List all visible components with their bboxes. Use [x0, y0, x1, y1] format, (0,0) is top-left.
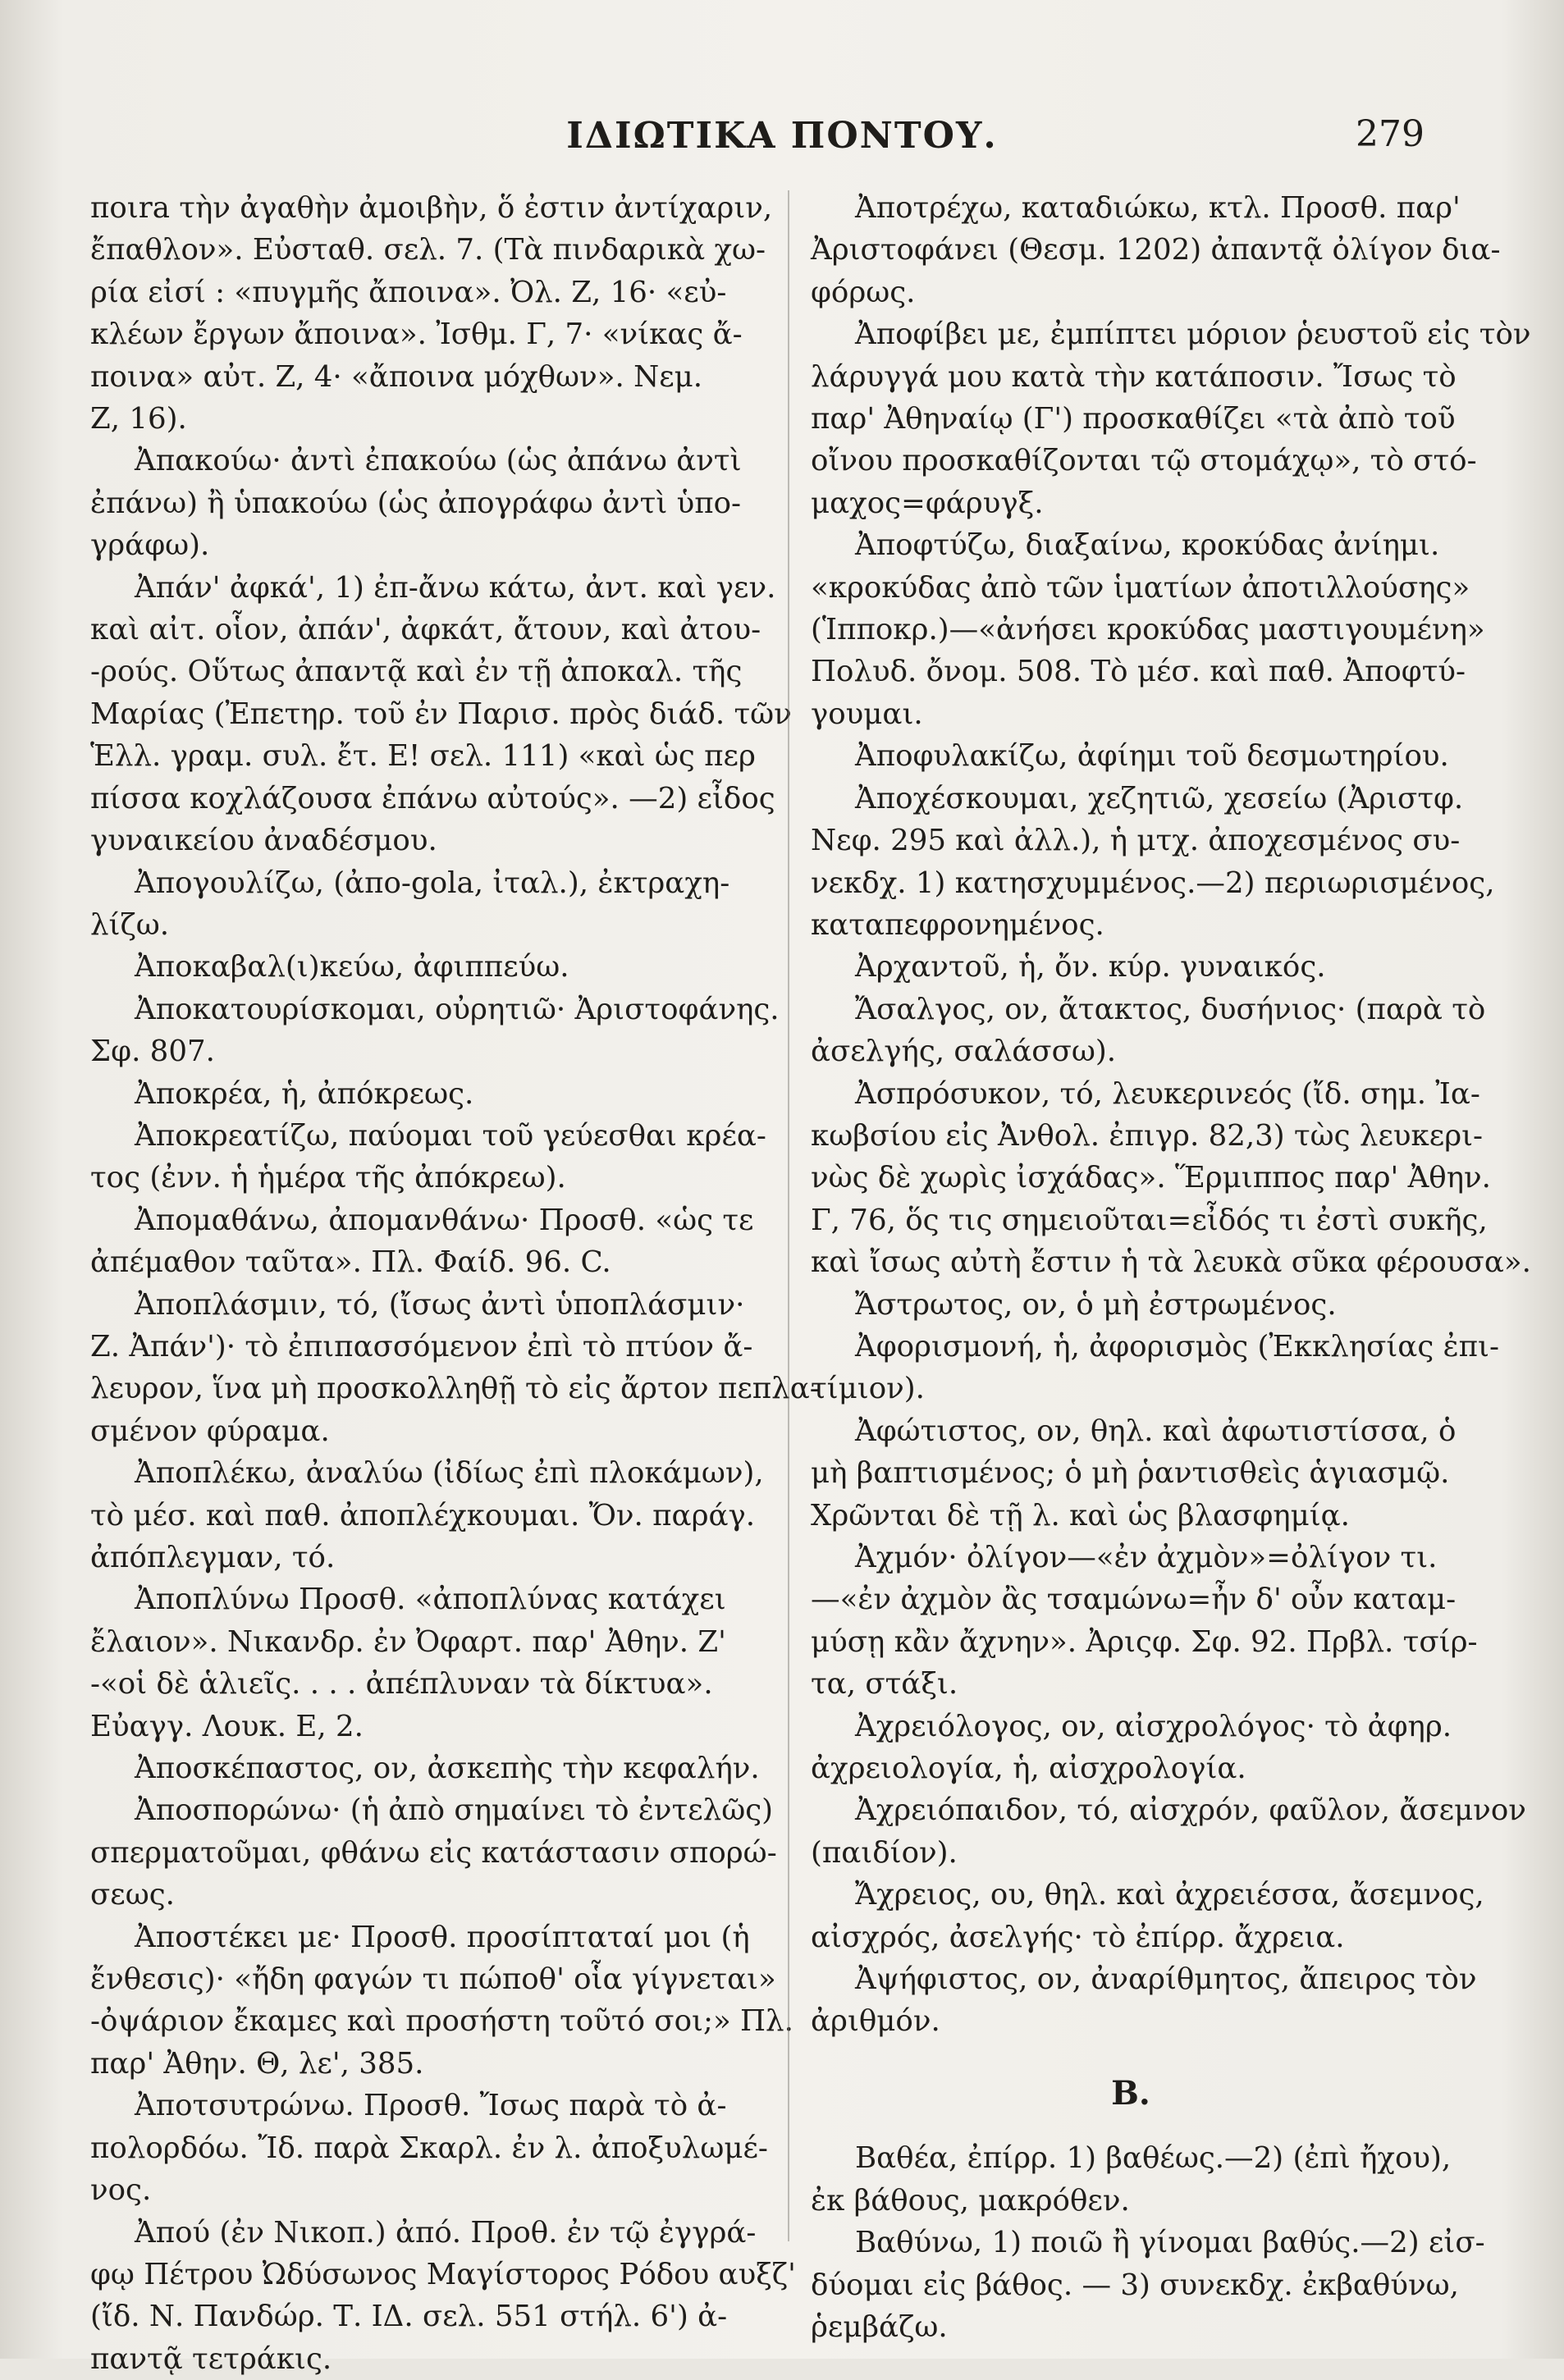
text-line: Πολυδ. ὄνομ. 508. Τὸ μέσ. καὶ παθ. Ἀποφτύ- [811, 655, 1466, 689]
text-line: καταπεφρονημένος. [811, 907, 1104, 942]
text-line: -ὀψάριον ἔκαμες καὶ προσήστη τοῦτό σοι;» Πλ. [90, 2004, 793, 2039]
text-line: σπερματοῦμαι, φθάνω εἰς κατάστασιν σπορώ- [90, 1835, 777, 1870]
text-line: κλέων ἔργων ἄποινα». Ἰσθμ. Γ, 7· «νίκας ἄ- [90, 317, 743, 352]
text-line: γυναικείου ἀναδέσμου. [90, 824, 437, 858]
text-line: (παιδίον). [811, 1835, 958, 1870]
text-line: (Ἱπποκρ.)—«ἀνήσει κροκύδας μαστιγουμένη» [811, 613, 1485, 647]
text-line: αἰσχρός, ἀσελγής· τὸ ἐπίρρ. ἄχρεια. [811, 1920, 1345, 1954]
text-line: Ἀχμόν· ὀλίγον—«ἐν ἀχμὸν»=ὀλίγον τι. [855, 1541, 1438, 1574]
text-line: Ἀποτσυτρώνω. Προσθ. Ἴσως παρὰ τὸ ἀ- [135, 2089, 727, 2123]
text-line: ἀπέμαθον ταῦτα». Πλ. Φαίδ. 96. C. [90, 1245, 611, 1280]
text-line: Χρῶνται δὲ τῇ λ. καὶ ὡς βλασφημίᾳ. [811, 1498, 1350, 1533]
text-line: Ἀφώτιστος, ον, θηλ. καὶ ἀφωτιστίσσα, ὁ [855, 1414, 1457, 1448]
text-line: -ρούς. Οὕτως ἀπαντᾷ καὶ ἐν τῇ ἀποκαλ. τῆς [90, 655, 743, 689]
text-line: Ἀσπρόσυκον, τό, λευκερινεός (ἴδ. σημ. Ἰα- [855, 1076, 1480, 1111]
text-line: Βαθύνω, 1) ποιῶ ἢ γίνομαι βαθύς.—2) εἰσ- [855, 2226, 1485, 2260]
text-line: παρ' Ἀθηναίῳ (Γ') προσκαθίζει «τὰ ἀπὸ τοῦ [811, 402, 1456, 436]
text-line: ποιra τὴν ἀγαθὴν ἀμοιβὴν, ὅ ἐστιν ἀντίχαριν, [90, 191, 773, 225]
text-line: λευρον, ἵνα μὴ προσκολληθῇ τὸ εἰς ἄρτον πεπλα- [90, 1372, 820, 1406]
text-line: ἔλαιον». Νικανδρ. ἐν Ὀφαρτ. παρ' Ἀθην. Ζ' [90, 1624, 726, 1659]
text-line: μύσῃ κἂν ἄχνην». Ἀριςφ. Σφ. 92. Πρβλ. τσίρ- [811, 1624, 1478, 1659]
text-line: Ἀποφίβει με, ἐμπίπτει μόριον ῥευστοῦ εἰς τὸν [855, 317, 1531, 352]
text-line: τίμιον). [811, 1372, 925, 1406]
text-line: ἔνθεσις)· «ἤδη φαγών τι πώποθ' οἷα γίγνεται» [90, 1962, 776, 1997]
text-line: Βαθέα, ἐπίρρ. 1) βαθέως.—2) (ἐπὶ ἤχου), [855, 2141, 1452, 2176]
text-line: Μαρίας (Ἐπετηρ. τοῦ ἐν Παρισ. πρὸς διάδ. τῶν [90, 697, 792, 731]
text-line: νὼς δὲ χωρὶς ἰσχάδας». Ἕρμιππος παρ' Ἀθην. [811, 1161, 1491, 1195]
text-line: πίσσα κοχλάζουσα ἐπάνω αὐτούς». —2) εἶδος [90, 781, 775, 815]
text-line: Ἀρχαντοῦ, ἡ, ὄν. κύρ. γυναικός. [855, 950, 1326, 984]
text-line: φόρως. [811, 275, 916, 309]
text-line: Ἀψήφιστος, ον, ἀναρίθμητος, ἄπειρος τὸν [855, 1962, 1477, 1997]
text-line: Ἀποκρέα, ἡ, ἀπόκρεως. [135, 1076, 474, 1111]
running-title: ΙΔΙΩΤΙΚΑ ΠΟΝΤΟΥ. [566, 115, 998, 157]
text-line: σεως. [90, 1878, 175, 1912]
text-line: οἴνου προσκαθίζονται τῷ στομάχῳ», τὸ στό- [811, 444, 1477, 478]
text-line: λίζω. [90, 907, 170, 942]
text-line: πολορδόω. Ἴδ. παρὰ Σκαρλ. ἐν λ. ἀποξυλωμέ- [90, 2131, 768, 2165]
text-line: Ἀποπλύνω Προσθ. «ἀποπλύνας κατάχει [135, 1583, 726, 1617]
text-line: Ζ. Ἀπάν')· τὸ ἐπιπασσόμενον ἐπὶ τὸ πτύον ἄ- [90, 1329, 753, 1364]
text-line: μὴ βαπτισμένος; ὁ μὴ ῥαντισθεὶς ἁγιασμῷ. [811, 1456, 1450, 1491]
text-line: Ἀχρειόπαιδον, τό, αἰσχρόν, φαῦλον, ἄσεμνον [855, 1793, 1526, 1828]
text-line: κωβσίου εἰς Ἀνθολ. ἐπιγρ. 82,3) τὼς λευκερι- [811, 1118, 1484, 1153]
left-column [90, 187, 820, 2380]
section-heading: B. [1111, 2073, 1150, 2113]
text-line: Ἀποκατουρίσκομαι, οὐρητιῶ· Ἀριστοφάνης. [135, 992, 780, 1026]
text-line: Ἀπού (ἐν Νικοπ.) ἀπό. Προθ. ἐν τῷ ἐγγρά- [135, 2215, 757, 2250]
text-line: Ἀποπλάσμιν, τό, (ἴσως ἀντὶ ὑποπλάσμιν· [135, 1287, 745, 1322]
text-line: τὸ μέσ. καὶ παθ. ἀποπλέχκουμαι. Ὄν. παράγ. [90, 1498, 756, 1533]
text-line: Ἀπομαθάνω, ἀπομανθάνω· Προσθ. «ὡς τε [135, 1203, 754, 1237]
text-line: λάρυγγά μου κατὰ τὴν κατάποσιν. Ἴσως τὸ [811, 359, 1457, 394]
text-line: Ἀποφυλακίζω, ἀφίημι τοῦ δεσμωτηρίου. [855, 739, 1449, 774]
text-line: Ἀποκαβαλ(ι)κεύω, ἀφιππεύω. [135, 950, 569, 984]
text-line: Ἀποπλέκω, ἀναλύω (ἰδίως ἐπὶ πλοκάμων), [135, 1456, 764, 1491]
text-line: καὶ ἴσως αὐτὴ ἔστιν ἡ τὰ λευκὰ σῦκα φέρουσα». [811, 1245, 1531, 1280]
text-line: ἐκ βάθους, μακρόθεν. [811, 2183, 1130, 2218]
text-line: νος. [90, 2173, 152, 2208]
text-line: ποινα» αὐτ. Ζ, 4· «ἄποινα μόχθων». Νεμ. [90, 359, 703, 394]
text-line: Ἀποχέσκουμαι, χεζητιῶ, χεσείω (Ἀριστφ. [855, 781, 1464, 815]
text-line: —«ἐν ἀχμὸν ἂς τσαμώνω=ἦν δ' οὖν καταμ- [811, 1583, 1457, 1617]
text-line: Εὐαγγ. Λουκ. Ε, 2. [90, 1709, 364, 1743]
text-line: Ἄσαλγος, ον, ἄτακτος, δυσήνιος· (παρὰ τὸ [855, 992, 1486, 1026]
text-line: ἀχρειολογία, ἡ, αἰσχρολογία. [811, 1752, 1246, 1786]
text-line: ἔπαθλον». Εὐσταθ. σελ. 7. (Τὰ πινδαρικὰ χω- [90, 233, 766, 267]
text-line: Νεφ. 295 καὶ ἀλλ.), ἡ μτχ. ἀποχεσμένος συ- [811, 824, 1461, 858]
text-line: Ἀποσκέπαστος, ον, ἀσκεπὴς τὴν κεφαλήν. [135, 1752, 760, 1786]
text-line: νεκδχ. 1) κατησχυμμένος.—2) περιωρισμένος, [811, 866, 1495, 900]
text-line: (ἴδ. Ν. Πανδώρ. Τ. ΙΔ. σελ. 551 στήλ. 6') ἀ- [90, 2300, 728, 2334]
text-line: παρ' Ἀθην. Θ, λε', 385. [90, 2046, 424, 2081]
text-line: σμένον φύραμα. [90, 1414, 330, 1448]
text-line: ρία εἰσί : «πυγμῆς ἄποινα». Ὀλ. Ζ, 16· «εὐ- [90, 275, 727, 309]
text-line: Ἄχρειος, ου, θηλ. καὶ ἀχρειέσσα, ἄσεμνος, [855, 1878, 1484, 1912]
text-line: Ἑλλ. γραμ. συλ. ἔτ. Ε! σελ. 111) «καὶ ὡς περ [90, 739, 756, 774]
text-line: Σφ. 807. [90, 1035, 215, 1069]
text-line: τα, στάξι. [811, 1667, 958, 1702]
text-line: -«οἱ δὲ ἁλιεῖς. . . . ἀπέπλυναν τὰ δίκτυα». [90, 1667, 713, 1702]
text-line: ἐπάνω) ἢ ὑπακούω (ὡς ἀπογράφω ἀντὶ ὑπο- [90, 486, 742, 520]
text-line: ἀπόπλεγμαν, τό. [90, 1541, 336, 1574]
text-line: γουμαι. [811, 697, 923, 731]
text-line: Ἀποκρεατίζω, παύομαι τοῦ γεύεσθαι κρέα- [135, 1118, 766, 1153]
text-line: Ἀποτρέχω, καταδιώκω, κτλ. Προσθ. παρ' [855, 191, 1461, 225]
text-line: Ἀποσπορώνω· (ἡ ἀπὸ σημαίνει τὸ ἐντελῶς) [135, 1793, 774, 1828]
right-column-entries-b [811, 2137, 1485, 2348]
text-line: φῳ Πέτρου Ὠδύσωνος Μαγίστορος Ρόδου αυξζ' [90, 2257, 796, 2291]
text-line: «κροκύδας ἀπὸ τῶν ἱματίων ἀποτιλλούσης» [811, 570, 1470, 605]
text-line: Ἀποστέκει με· Προσθ. προσίπταταί μοι (ἡ [135, 1920, 750, 1954]
right-column-entries [811, 187, 1531, 2043]
text-line: ῥεμβάζω. [811, 2309, 948, 2344]
text-line: Ἀπακούω· ἀντὶ ἐπακούω (ὡς ἀπάνω ἀντὶ [135, 444, 742, 478]
column-divider [788, 190, 789, 2241]
text-line: παντᾷ τετράκις. [90, 2341, 332, 2376]
text-line: καὶ αἰτ. οἷον, ἀπάν', ἀφκάτ, ἄτουν, καὶ ἀτου- [90, 613, 761, 647]
right-column [811, 187, 1531, 2348]
text-line: Ζ, 16). [90, 402, 187, 436]
page-number: 279 [1356, 113, 1425, 155]
text-line: Ἀπάν' ἀφκά', 1) ἐπ-ἄνω κάτω, ἀντ. καὶ γεν. [135, 570, 776, 605]
text-line: Ἀφορισμονή, ἡ, ἀφορισμὸς (Ἐκκλησίας ἐπι- [855, 1329, 1500, 1364]
text-line: Ἀποφτύζω, διαξαίνω, κροκύδας ἀνίημι. [855, 528, 1440, 563]
text-line: δύομαι εἰς βάθος. — 3) συνεκδχ. ἐκβαθύνω, [811, 2268, 1459, 2302]
text-line: μαχος=φάρυγξ. [811, 486, 1044, 520]
text-line: Ἄστρωτος, ον, ὁ μὴ ἐστρωμένος. [855, 1287, 1337, 1322]
text-line: τος (ἐνν. ἡ ἡμέρα τῆς ἀπόκρεω). [90, 1161, 566, 1195]
text-line: γράφω). [90, 528, 210, 563]
text-line: Ἀχρειόλογος, ον, αἰσχρολόγος· τὸ ἀφηρ. [855, 1709, 1452, 1743]
text-line: ἀσελγής, σαλάσσω). [811, 1035, 1117, 1069]
text-line: Ἀπογουλίζω, (ἀπο-gola, ἰταλ.), ἐκτραχη- [135, 866, 730, 900]
text-line: ἀριθμόν. [811, 2004, 940, 2039]
text-line: Γ, 76, ὅς τις σημειοῦται=εἶδός τι ἐστὶ συκῆς, [811, 1203, 1488, 1237]
text-line: Ἀριστοφάνει (Θεσμ. 1202) ἀπαντᾷ ὀλίγον δια- [811, 233, 1501, 267]
